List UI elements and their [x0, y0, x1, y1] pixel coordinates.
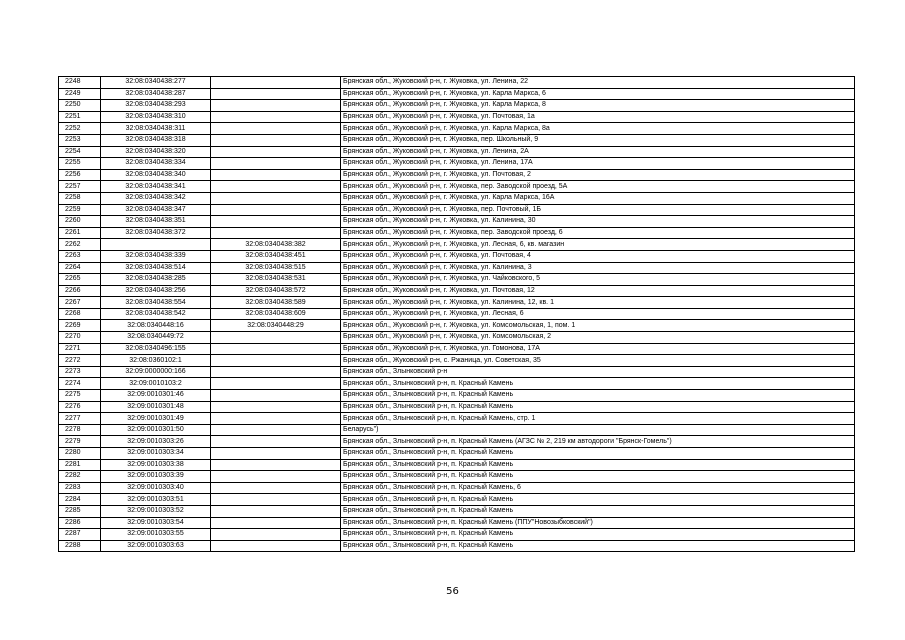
- cadastral-number-cell: 32:08:0340438:310: [101, 111, 211, 123]
- row-number-cell: 2258: [59, 192, 101, 204]
- address-cell: Брянская обл., Жуковский р-н, г. Жуковка, ул. Гомонова, 17А: [341, 343, 855, 355]
- included-cadastral-number-cell: [211, 494, 341, 506]
- table-row: [59, 436, 855, 448]
- table-row: [59, 239, 855, 251]
- included-cadastral-number-cell: [211, 227, 341, 239]
- row-number-cell: 2251: [59, 111, 101, 123]
- address-cell: Брянская обл., Злынковский р-н, п. Красный Камень, стр. 1: [341, 413, 855, 425]
- cadastral-number-cell: 32:08:0340438:311: [101, 123, 211, 135]
- address-cell: Брянская обл., Жуковский р-н, г. Жуковка, ул. Почтовая, 12: [341, 285, 855, 297]
- address-cell: Брянская обл., Злынковский р-н, п. Красный Камень: [341, 390, 855, 402]
- row-number-cell: 2257: [59, 181, 101, 193]
- address-cell: Брянская обл., Жуковский р-н, г. Жуковка, ул. Калинина, 3: [341, 262, 855, 274]
- included-cadastral-number-cell: [211, 343, 341, 355]
- table-row: [59, 424, 855, 436]
- table-row: [59, 123, 855, 135]
- included-cadastral-number-cell: [211, 366, 341, 378]
- address-cell: Брянская обл., Злынковский р-н, п. Красный Камень: [341, 529, 855, 541]
- row-number-cell: 2271: [59, 343, 101, 355]
- included-cadastral-number-cell: [211, 123, 341, 135]
- row-number-cell: 2253: [59, 134, 101, 146]
- included-cadastral-number-cell: [211, 540, 341, 552]
- cadastral-number-cell: 32:09:0010303:51: [101, 494, 211, 506]
- row-number-cell: 2282: [59, 471, 101, 483]
- address-cell: Брянская обл., Жуковский р-н, г. Жуковка, ул. Лесная, 6: [341, 308, 855, 320]
- table-row: [59, 262, 855, 274]
- address-cell: Брянская обл., Жуковский р-н, г. Жуковка, ул. Карла Маркса, 6: [341, 88, 855, 100]
- address-cell: Брянская обл., Жуковский р-н, г. Жуковка, пер. Почтовый, 1Б: [341, 204, 855, 216]
- row-number-cell: 2277: [59, 413, 101, 425]
- cadastral-number-cell: 32:08:0340438:320: [101, 146, 211, 158]
- cadastral-number-cell: 32:09:0010303:26: [101, 436, 211, 448]
- included-cadastral-number-cell: [211, 436, 341, 448]
- table-row: [59, 378, 855, 390]
- table-row: [59, 77, 855, 89]
- table-body: [59, 77, 855, 552]
- table-row: [59, 297, 855, 309]
- page-number: 56: [446, 586, 459, 597]
- address-cell: Брянская обл., Злынковский р-н, п. Красный Камень: [341, 471, 855, 483]
- cadastral-number-cell: 32:09:0010301:46: [101, 390, 211, 402]
- included-cadastral-number-cell: [211, 459, 341, 471]
- row-number-cell: 2280: [59, 448, 101, 460]
- address-cell: Брянская обл., Жуковский р-н, г. Жуковка, ул. Комсомольская, 1, пом. 1: [341, 320, 855, 332]
- address-cell: Брянская обл., Жуковский р-н, г. Жуковка, ул. Калинина, 12, кв. 1: [341, 297, 855, 309]
- included-cadastral-number-cell: [211, 77, 341, 89]
- cadastral-number-cell: 32:08:0340438:293: [101, 100, 211, 112]
- address-cell: Брянская обл., Жуковский р-н, г. Жуковка, ул. Калинина, 30: [341, 216, 855, 228]
- cadastral-number-cell: 32:08:0340448:16: [101, 320, 211, 332]
- row-number-cell: 2276: [59, 401, 101, 413]
- included-cadastral-number-cell: [211, 204, 341, 216]
- address-cell: Брянская обл., Злынковский р-н, п. Красный Камень: [341, 505, 855, 517]
- table-row: [59, 285, 855, 297]
- included-cadastral-number-cell: 32:08:0340438:382: [211, 239, 341, 251]
- table-row: [59, 192, 855, 204]
- included-cadastral-number-cell: 32:08:0340438:515: [211, 262, 341, 274]
- included-cadastral-number-cell: [211, 505, 341, 517]
- address-cell: Брянская обл., Жуковский р-н, г. Жуковка, ул. Карла Маркса, 8а: [341, 123, 855, 135]
- included-cadastral-number-cell: 32:08:0340448:29: [211, 320, 341, 332]
- row-number-cell: 2265: [59, 274, 101, 286]
- address-cell: Брянская обл., Жуковский р-н, г. Жуковка, ул. Лесная, 6, кв. магазин: [341, 239, 855, 251]
- included-cadastral-number-cell: 32:08:0340438:451: [211, 250, 341, 262]
- included-cadastral-number-cell: [211, 424, 341, 436]
- row-number-cell: 2270: [59, 332, 101, 344]
- row-number-cell: 2261: [59, 227, 101, 239]
- table-row: [59, 134, 855, 146]
- row-number-cell: 2248: [59, 77, 101, 89]
- table-row: [59, 227, 855, 239]
- table-row: [59, 459, 855, 471]
- included-cadastral-number-cell: [211, 471, 341, 483]
- table-row: [59, 401, 855, 413]
- address-cell: Брянская обл., Злынковский р-н, п. Красный Камень: [341, 401, 855, 413]
- address-cell: Брянская обл., Злынковский р-н, п. Красный Камень: [341, 459, 855, 471]
- included-cadastral-number-cell: [211, 134, 341, 146]
- included-cadastral-number-cell: [211, 158, 341, 170]
- address-cell: Брянская обл., Злынковский р-н, п. Красный Камень: [341, 448, 855, 460]
- row-number-cell: 2288: [59, 540, 101, 552]
- cadastral-number-cell: 32:09:0010301:49: [101, 413, 211, 425]
- cadastral-number-cell: 32:09:0010301:50: [101, 424, 211, 436]
- row-number-cell: 2264: [59, 262, 101, 274]
- cadastral-number-cell: 32:09:0010303:34: [101, 448, 211, 460]
- row-number-cell: 2279: [59, 436, 101, 448]
- address-cell: Брянская обл., Жуковский р-н, г. Жуковка, ул. Почтовая, 2: [341, 169, 855, 181]
- table-row: [59, 366, 855, 378]
- table-row: [59, 274, 855, 286]
- cadastral-number-cell: 32:08:0340438:342: [101, 192, 211, 204]
- included-cadastral-number-cell: 32:08:0340438:609: [211, 308, 341, 320]
- row-number-cell: 2286: [59, 517, 101, 529]
- row-number-cell: 2255: [59, 158, 101, 170]
- cadastral-number-cell: 32:09:0010303:40: [101, 482, 211, 494]
- address-cell: Брянская обл., Жуковский р-н, г. Жуковка, пер. Заводской проезд, 6: [341, 227, 855, 239]
- address-cell: Брянская обл., Жуковский р-н, г. Жуковка, ул. Карла Маркса, 16А: [341, 192, 855, 204]
- row-number-cell: 2275: [59, 390, 101, 402]
- cadastral-number-cell: 32:08:0340496:155: [101, 343, 211, 355]
- cadastral-number-cell: 32:08:0340438:277: [101, 77, 211, 89]
- row-number-cell: 2281: [59, 459, 101, 471]
- included-cadastral-number-cell: [211, 355, 341, 367]
- table-row: [59, 146, 855, 158]
- address-cell: Брянская обл., Злынковский р-н, п. Красный Камень: [341, 494, 855, 506]
- cadastral-number-cell: 32:08:0340438:334: [101, 158, 211, 170]
- address-cell: Брянская обл., Жуковский р-н, г. Жуковка, ул. Чайковского, 5: [341, 274, 855, 286]
- included-cadastral-number-cell: [211, 378, 341, 390]
- row-number-cell: 2263: [59, 250, 101, 262]
- row-number-cell: 2285: [59, 505, 101, 517]
- row-number-cell: 2272: [59, 355, 101, 367]
- address-cell: Брянская обл., Жуковский р-н, г. Жуковка, ул. Ленина, 17А: [341, 158, 855, 170]
- included-cadastral-number-cell: [211, 146, 341, 158]
- included-cadastral-number-cell: 32:08:0340438:572: [211, 285, 341, 297]
- row-number-cell: 2254: [59, 146, 101, 158]
- table-row: [59, 88, 855, 100]
- table-row: [59, 355, 855, 367]
- cadastral-number-cell: 32:08:0340438:514: [101, 262, 211, 274]
- table-row: [59, 413, 855, 425]
- row-number-cell: 2273: [59, 366, 101, 378]
- table-row: [59, 181, 855, 193]
- row-number-cell: 2284: [59, 494, 101, 506]
- address-cell: Беларусь"): [341, 424, 855, 436]
- address-cell: Брянская обл., Злынковский р-н, п. Красный Камень (ППУ"Новозыбковский"): [341, 517, 855, 529]
- row-number-cell: 2278: [59, 424, 101, 436]
- address-cell: Брянская обл., Жуковский р-н, г. Жуковка, ул. Почтовая, 4: [341, 250, 855, 262]
- row-number-cell: 2267: [59, 297, 101, 309]
- included-cadastral-number-cell: [211, 111, 341, 123]
- table-row: [59, 529, 855, 541]
- cadastral-number-cell: 32:09:0010301:48: [101, 401, 211, 413]
- included-cadastral-number-cell: [211, 169, 341, 181]
- cadastral-number-cell: 32:09:0010303:55: [101, 529, 211, 541]
- cadastral-number-cell: 32:09:0000000:166: [101, 366, 211, 378]
- included-cadastral-number-cell: [211, 332, 341, 344]
- address-cell: Брянская обл., Злынковский р-н, п. Красный Камень (АГЗС № 2, 219 км автодороги "Брянск-Гомель"): [341, 436, 855, 448]
- row-number-cell: 2256: [59, 169, 101, 181]
- address-cell: Брянская обл., Злынковский р-н: [341, 366, 855, 378]
- table-row: [59, 320, 855, 332]
- table-row: [59, 100, 855, 112]
- table-row: [59, 308, 855, 320]
- included-cadastral-number-cell: [211, 482, 341, 494]
- cadastral-number-cell: 32:09:0010103:2: [101, 378, 211, 390]
- table-row: [59, 482, 855, 494]
- cadastral-number-cell: 32:08:0340438:372: [101, 227, 211, 239]
- cadastral-number-cell: 32:08:0340449:72: [101, 332, 211, 344]
- cadastral-number-cell: 32:09:0010303:52: [101, 505, 211, 517]
- address-cell: Брянская обл., Жуковский р-н, г. Жуковка, ул. Ленина, 22: [341, 77, 855, 89]
- cadastral-table: [58, 76, 855, 552]
- cadastral-number-cell: 32:09:0010303:39: [101, 471, 211, 483]
- table-row: [59, 204, 855, 216]
- table-row: [59, 448, 855, 460]
- table-row: [59, 390, 855, 402]
- cadastral-number-cell: 32:08:0340438:341: [101, 181, 211, 193]
- address-cell: Брянская обл., Жуковский р-н, г. Жуковка, ул. Карла Маркса, 8: [341, 100, 855, 112]
- included-cadastral-number-cell: [211, 448, 341, 460]
- row-number-cell: 2260: [59, 216, 101, 228]
- row-number-cell: 2269: [59, 320, 101, 332]
- cadastral-number-cell: 32:08:0340438:318: [101, 134, 211, 146]
- included-cadastral-number-cell: [211, 413, 341, 425]
- row-number-cell: 2249: [59, 88, 101, 100]
- row-number-cell: 2266: [59, 285, 101, 297]
- cadastral-number-cell: [101, 239, 211, 251]
- cadastral-number-cell: 32:08:0340438:285: [101, 274, 211, 286]
- table-row: [59, 343, 855, 355]
- address-cell: Брянская обл., Злынковский р-н, п. Красный Камень: [341, 378, 855, 390]
- included-cadastral-number-cell: [211, 88, 341, 100]
- address-cell: Брянская обл., Жуковский р-н, г. Жуковка, ул. Почтовая, 1а: [341, 111, 855, 123]
- included-cadastral-number-cell: [211, 181, 341, 193]
- cadastral-number-cell: 32:08:0340438:351: [101, 216, 211, 228]
- cadastral-number-cell: 32:09:0010303:63: [101, 540, 211, 552]
- row-number-cell: 2250: [59, 100, 101, 112]
- table-row: [59, 505, 855, 517]
- included-cadastral-number-cell: [211, 529, 341, 541]
- row-number-cell: 2262: [59, 239, 101, 251]
- table-row: [59, 332, 855, 344]
- row-number-cell: 2283: [59, 482, 101, 494]
- cadastral-number-cell: 32:08:0340438:339: [101, 250, 211, 262]
- table-row: [59, 494, 855, 506]
- cadastral-number-cell: 32:09:0010303:38: [101, 459, 211, 471]
- table-row: [59, 517, 855, 529]
- included-cadastral-number-cell: 32:08:0340438:589: [211, 297, 341, 309]
- table-row: [59, 471, 855, 483]
- address-cell: Брянская обл., Злынковский р-н, п. Красный Камень: [341, 540, 855, 552]
- included-cadastral-number-cell: [211, 401, 341, 413]
- table-row: [59, 250, 855, 262]
- included-cadastral-number-cell: [211, 216, 341, 228]
- row-number-cell: 2268: [59, 308, 101, 320]
- table-row: [59, 216, 855, 228]
- address-cell: Брянская обл., Жуковский р-н, г. Жуковка, пер. Школьный, 9: [341, 134, 855, 146]
- included-cadastral-number-cell: [211, 100, 341, 112]
- cadastral-number-cell: 32:08:0340438:287: [101, 88, 211, 100]
- table-row: [59, 111, 855, 123]
- table-row: [59, 540, 855, 552]
- cadastral-number-cell: 32:08:0340438:347: [101, 204, 211, 216]
- address-cell: Брянская обл., Злынковский р-н, п. Красный Камень, 6: [341, 482, 855, 494]
- row-number-cell: 2259: [59, 204, 101, 216]
- address-cell: Брянская обл., Жуковский р-н, г. Жуковка, ул. Комсомольская, 2: [341, 332, 855, 344]
- address-cell: Брянская обл., Жуковский р-н, г. Жуковка, ул. Ленина, 2А: [341, 146, 855, 158]
- cadastral-number-cell: 32:08:0340438:542: [101, 308, 211, 320]
- cadastral-number-cell: 32:08:0340438:256: [101, 285, 211, 297]
- address-cell: Брянская обл., Жуковский р-н, с. Ржаница, ул. Советская, 35: [341, 355, 855, 367]
- table-row: [59, 169, 855, 181]
- included-cadastral-number-cell: 32:08:0340438:531: [211, 274, 341, 286]
- row-number-cell: 2252: [59, 123, 101, 135]
- included-cadastral-number-cell: [211, 390, 341, 402]
- row-number-cell: 2274: [59, 378, 101, 390]
- included-cadastral-number-cell: [211, 517, 341, 529]
- table-row: [59, 158, 855, 170]
- row-number-cell: 2287: [59, 529, 101, 541]
- cadastral-number-cell: 32:09:0010303:54: [101, 517, 211, 529]
- cadastral-number-cell: 32:08:0340438:340: [101, 169, 211, 181]
- cadastral-number-cell: 32:08:0360102:1: [101, 355, 211, 367]
- cadastral-number-cell: 32:08:0340438:554: [101, 297, 211, 309]
- address-cell: Брянская обл., Жуковский р-н, г. Жуковка, пер. Заводской проезд, 5А: [341, 181, 855, 193]
- included-cadastral-number-cell: [211, 192, 341, 204]
